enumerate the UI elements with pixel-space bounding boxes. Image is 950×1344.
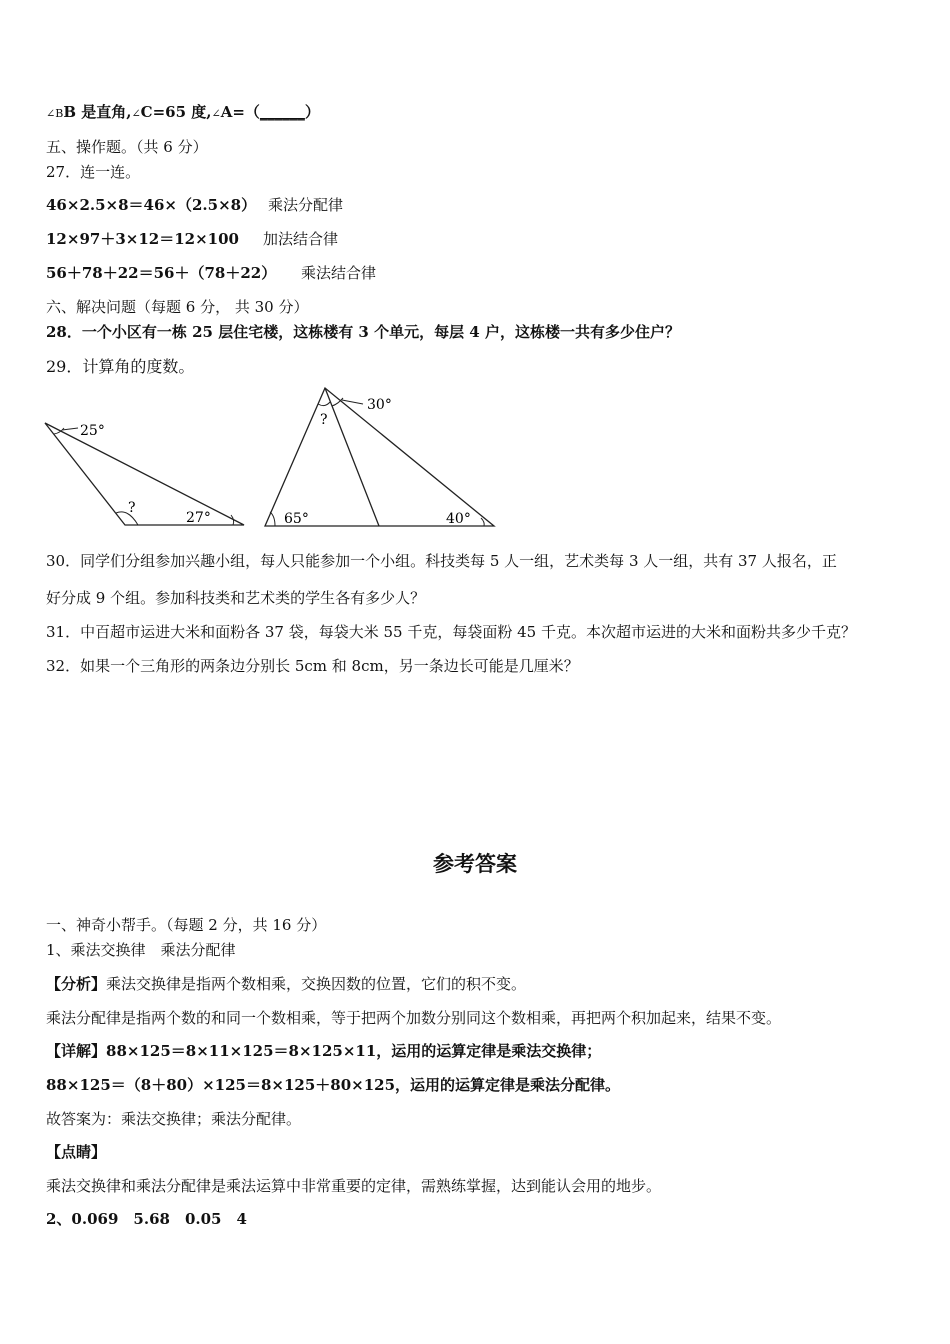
answer-2: 2、0.069 5.68 0.05 4 bbox=[46, 1210, 247, 1228]
question-29-title: 29．计算角的度数。 bbox=[46, 357, 195, 376]
question-32: 32．如果一个三角形的两条边分别长 5cm 和 8cm，另一条边长可能是几厘米？ bbox=[46, 657, 579, 675]
law-1: 乘法分配律 bbox=[268, 196, 344, 214]
conclusion: 故答案为：乘法交换律；乘法分配律。 bbox=[46, 1110, 302, 1128]
label-27: 27° bbox=[186, 510, 211, 526]
answer-blank: ______ bbox=[259, 103, 305, 121]
label-65: 65° bbox=[284, 511, 309, 527]
angle-arc-bottom-right bbox=[231, 515, 234, 525]
expr-1: 46×2.5×8＝46×（2.5×8） bbox=[46, 196, 257, 214]
question-30-line-2: 好分成 9 个组。参加科技类和艺术类的学生各有多少人？ bbox=[46, 589, 426, 607]
section-6-heading: 六、解决问题（每题 6 分， 共 30 分） bbox=[46, 298, 309, 316]
angle-arc-top-left bbox=[318, 402, 330, 406]
answer-1: 1、乘法交换律 乘法分配律 bbox=[46, 941, 236, 959]
expr-3: 56＋78＋22＝56＋（78＋22） bbox=[46, 264, 277, 282]
triangle-1-outline bbox=[45, 423, 244, 525]
section-5-heading: 五、操作题。（共 6 分） bbox=[46, 138, 208, 156]
answer-section-1: 一、神奇小帮手。（每题 2 分，共 16 分） bbox=[46, 916, 327, 934]
label-unknown-1: ? bbox=[128, 500, 136, 516]
analysis-label: 【分析】 bbox=[46, 975, 107, 993]
law-2: 加法结合律 bbox=[263, 230, 339, 248]
expr-2: 12×97＋3×12＝12×100 bbox=[46, 230, 239, 248]
question-28: 28．一个小区有一栋 25 层住宅楼，这栋楼有 3 个单元，每层 4 户，这栋楼一共有多少住户？ bbox=[46, 323, 680, 341]
question-30-line-1: 30．同学们分组参加兴趣小组，每人只能参加一个小组。科技类每 5 人一组，艺术类每 3 人一组，共有 37 人报名，正 bbox=[46, 552, 837, 570]
detail-line: 【详解】88×125＝8×11×125＝8×125×11，运用的运算定律是乘法交换律； bbox=[46, 1042, 602, 1060]
angle-symbol: ∠B bbox=[46, 107, 64, 120]
label-unknown-2: ? bbox=[320, 412, 328, 428]
detail-line-2: 88×125＝（8＋80）×125＝8×125＋80×125，运用的运算定律是乘法分配律。 bbox=[46, 1076, 621, 1094]
question-31: 31．中百超市运进大米和面粉各 37 袋，每袋大米 55 千克，每袋面粉 45 千克。本次超市运进的大米和面粉共多少千克？ bbox=[46, 623, 856, 641]
tip-text: 乘法交换律和乘法分配律是乘法运算中非常重要的定律，需熟练掌握，达到能认会用的地步。 bbox=[46, 1177, 662, 1195]
analysis-line: 【分析】乘法交换律是指两个数相乘，交换因数的位置，它们的积不变。 bbox=[46, 975, 527, 993]
label-30: 30° bbox=[367, 397, 392, 413]
answer-key-title: 参考答案 bbox=[433, 851, 517, 876]
triangle-figure-2 bbox=[258, 382, 503, 534]
question-27-title: 27．连一连。 bbox=[46, 163, 141, 181]
law-3: 乘法结合律 bbox=[301, 264, 377, 282]
question-angle-line: ∠BB 是直角,∠C=65 度,∠A=（______） bbox=[46, 103, 320, 121]
tip-label: 【点睛】 bbox=[46, 1143, 107, 1161]
triangle-figure-1 bbox=[40, 410, 255, 535]
analysis-line-2: 乘法分配律是指两个数的和同一个数相乘，等于把两个加数分别同这个数相乘，再把两个积加起来，结果不变。 bbox=[46, 1009, 782, 1027]
label-40: 40° bbox=[446, 511, 471, 527]
detail-label: 【详解】 bbox=[46, 1042, 107, 1060]
angle-arc-right bbox=[481, 518, 484, 526]
label-25: 25° bbox=[80, 423, 105, 439]
